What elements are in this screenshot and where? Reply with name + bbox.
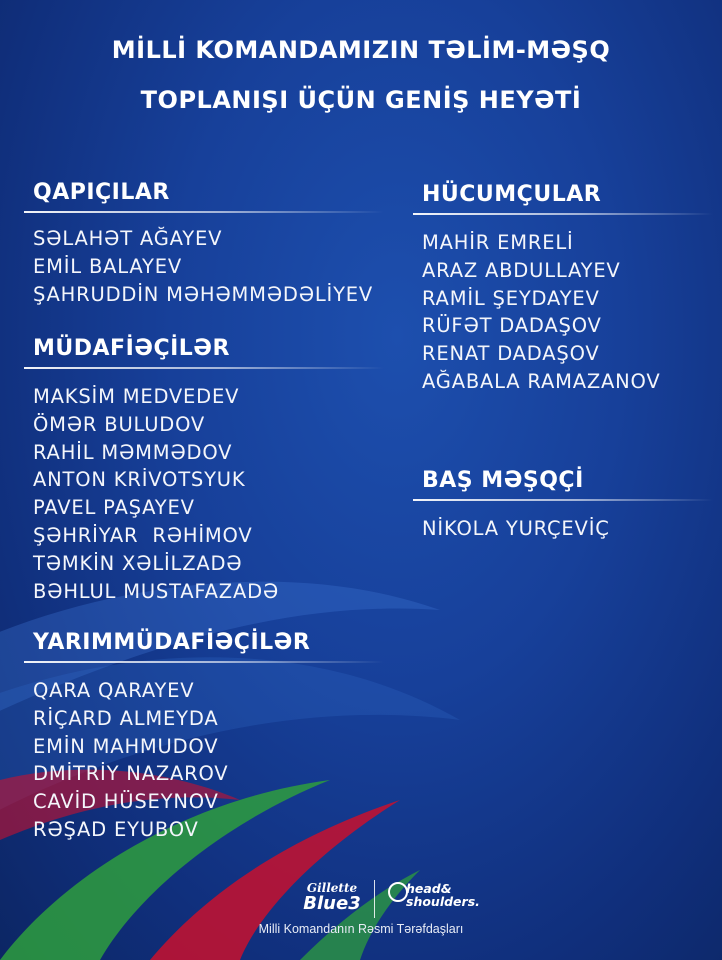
player-name: MAHİR EMRELİ xyxy=(422,231,574,254)
player-name: ŞƏHRİYAR RƏHİMOV xyxy=(33,523,253,547)
player-name: EMİN MAHMUDOV xyxy=(33,734,219,758)
player-name: ARAZ ABDULLAYEV xyxy=(422,258,621,282)
player-name: SƏLAHƏT AĞAYEV xyxy=(33,227,223,250)
hs-logo-text xyxy=(406,882,480,908)
gillette-brand-text: Gillette xyxy=(306,881,358,895)
section-divider xyxy=(413,499,713,501)
head-and-shoulders-logo xyxy=(388,880,480,920)
player-name: RENAT DADAŞOV xyxy=(422,342,600,366)
player-name: ANTON KRİVOTSYUK xyxy=(33,468,246,492)
player-name: RİÇARD ALMEYDA xyxy=(33,706,219,730)
player-name: RƏŞAD EYUBOV xyxy=(33,817,199,841)
player-name: EMİL BALAYEV xyxy=(33,254,182,278)
player-name: ŞAHRUDDİN MƏHƏMMƏDƏLİYEV xyxy=(33,282,374,306)
player-name: AĞABALA RAMAZANOV xyxy=(422,369,661,393)
player-name: MAKSİM MEDVEDEV xyxy=(33,385,240,408)
player-name: RAMİL ŞEYDAYEV xyxy=(422,286,600,310)
section-forwards xyxy=(413,182,713,396)
player-name: QARA QARAYEV xyxy=(33,679,195,702)
player-list xyxy=(413,229,713,396)
hs-text-line-2: shoulders. xyxy=(406,894,480,909)
player-name: BƏHLUL MUSTAFAZADƏ xyxy=(33,579,280,603)
player-name: DMİTRİY NAZAROV xyxy=(33,762,229,786)
hs-text-line-1: head& xyxy=(406,881,452,896)
page-title-line-1: MİLLİ KOMANDAMIZIN TƏLİM-MƏŞQ xyxy=(111,36,611,64)
gillette-product-text: Blue3 xyxy=(303,893,361,914)
section-head-coach xyxy=(413,468,713,543)
sponsor-logos xyxy=(0,876,722,920)
section-divider xyxy=(24,367,384,369)
section-divider xyxy=(413,213,713,215)
section-defenders xyxy=(24,336,384,605)
section-heading: HÜCUMÇULAR xyxy=(422,182,602,207)
section-heading: MÜDAFİƏÇİLƏR xyxy=(33,336,230,361)
player-name: RÜFƏT DADAŞOV xyxy=(422,314,602,338)
player-list xyxy=(24,383,384,605)
section-heading: QAPIÇILAR xyxy=(33,180,170,205)
section-heading: BAŞ MƏŞQÇİ xyxy=(422,468,584,493)
player-name: RAHİL MƏMMƏDOV xyxy=(33,440,233,464)
player-name: TƏMKİN XƏLİLZADƏ xyxy=(33,551,243,575)
player-list xyxy=(24,677,384,844)
section-divider xyxy=(24,661,384,663)
coach-name: NİKOLA YURÇEVİÇ xyxy=(422,517,610,540)
page-title-line-2: TOPLANIŞI ÜÇÜN GENİŞ HEYƏTİ xyxy=(140,86,582,114)
player-list xyxy=(413,515,713,543)
player-name: PAVEL PAŞAYEV xyxy=(33,496,195,520)
hs-circle-icon xyxy=(388,882,408,902)
section-goalkeepers xyxy=(24,180,384,308)
section-midfielders xyxy=(24,630,384,844)
player-list xyxy=(24,225,384,308)
section-divider xyxy=(24,211,384,213)
player-name: CAVİD HÜSEYNOV xyxy=(33,790,219,814)
logo-divider xyxy=(374,880,375,918)
sponsor-caption: Milli Komandanın Rəsmi Tərəfdaşları xyxy=(258,922,464,936)
gillette-blue3-logo xyxy=(296,882,368,914)
player-name: ÖMƏR BULUDOV xyxy=(33,412,206,436)
section-heading: YARIMMÜDAFİƏÇİLƏR xyxy=(33,630,311,655)
